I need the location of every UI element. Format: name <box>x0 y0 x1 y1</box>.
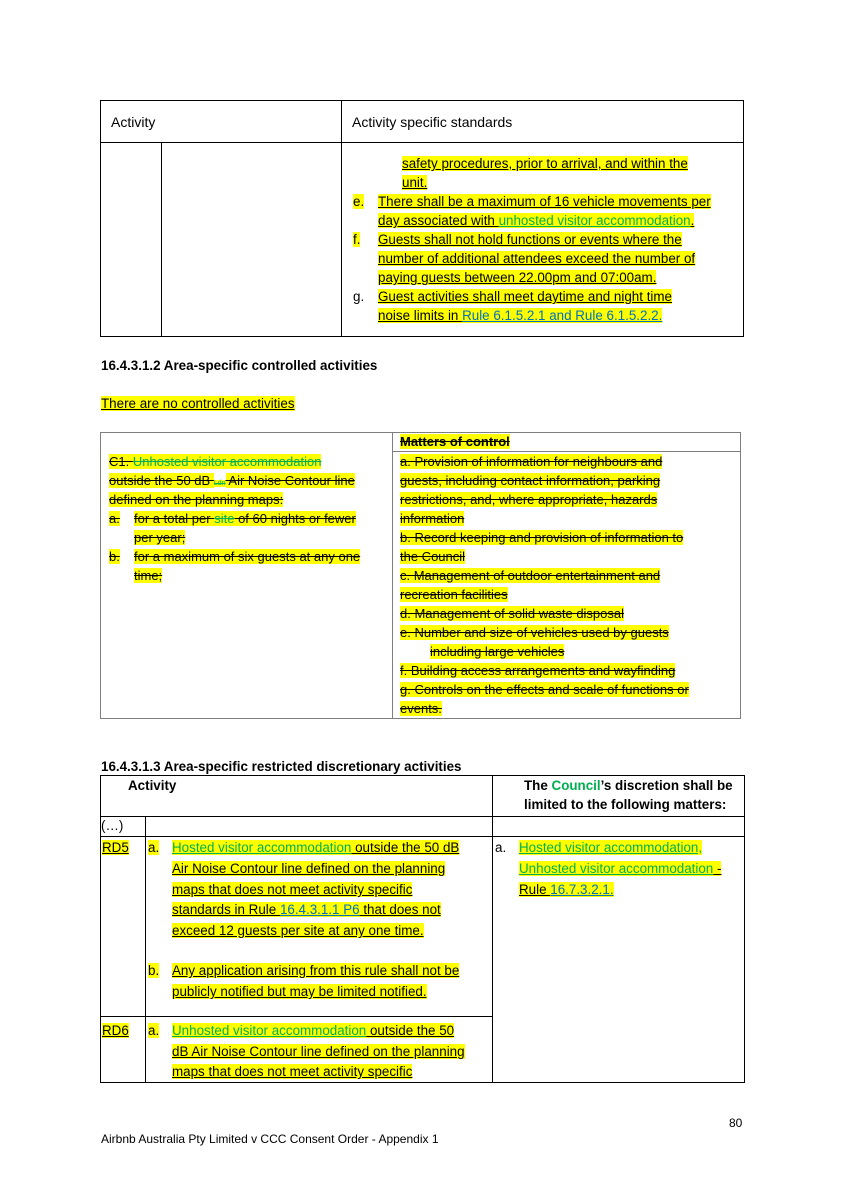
rd5-b-marker: b. <box>148 963 160 978</box>
rd5-a-line-4: standards in Rule 16.4.3.1.1 P6 that does not <box>172 902 441 917</box>
matter-line-13: g. Controls on the effects and scale of functions or <box>400 682 689 697</box>
matters-of-control-header: Matters of control <box>400 434 510 449</box>
c1-a-line-1: for a total per site of 60 nights or fewer <box>134 511 356 526</box>
discretion-marker: a. <box>495 840 507 855</box>
table1-header-divider <box>100 142 744 143</box>
rd5-a-line-1: Hosted visitor accommodation outside the 50 dB <box>172 840 460 855</box>
standards-line-2: unit. <box>402 175 428 190</box>
matter-line-8: recreation facilities <box>400 587 508 602</box>
rd5-rd6-divider <box>100 1016 492 1017</box>
matter-line-2: guests, including contact information, parking <box>400 473 661 488</box>
standards-line-1: safety procedures, prior to arrival, and within the <box>402 156 688 171</box>
rd-header-activity: Activity <box>128 778 177 793</box>
standard-f-line-3: paying guests between 22.00pm and 07:00am. <box>378 270 657 285</box>
discretion-line-1: Hosted visitor accommodation, <box>519 840 703 855</box>
table1-header-standards: Activity specific standards <box>352 114 513 130</box>
standard-e-line-2: day associated with unhosted visitor accommodation. <box>378 213 695 228</box>
standard-f-line-1: Guests shall not hold functions or events where the <box>378 232 682 247</box>
c1-b-marker: b. <box>109 549 120 564</box>
matter-line-4: information <box>400 511 465 526</box>
rd-header-divider <box>100 816 745 817</box>
matter-line-11: including large vehicles <box>430 644 565 659</box>
discretion-line-2: Unhosted visitor accommodation - <box>519 861 722 876</box>
rd6-code: RD6 <box>102 1023 129 1038</box>
standard-e-line-1: There shall be a maximum of 16 vehicle movements per <box>378 194 711 209</box>
rd-ellipsis-divider <box>100 836 745 837</box>
table1-subcol-divider <box>161 142 162 337</box>
rd5-a-line-3: maps that does not meet activity specific <box>172 882 413 897</box>
rd5-code: RD5 <box>102 840 129 855</box>
discretion-line-3: Rule 16.7.3.2.1. <box>519 882 614 897</box>
controlled-col-divider <box>392 432 393 719</box>
matter-line-10: e. Number and size of vehicles used by guests <box>400 625 669 640</box>
c1-a-marker: a. <box>109 511 120 526</box>
c1-b-line-2: time; <box>134 568 163 583</box>
matter-line-5: b. Record keeping and provision of information to <box>400 530 684 545</box>
standard-g-marker: g. <box>353 289 365 304</box>
standard-e-marker: e. <box>353 194 365 209</box>
rd-code-divider <box>145 816 146 1083</box>
c1-line-1: C1. Unhosted visitor accommodation <box>109 454 322 469</box>
matter-line-3: restrictions, and, where appropriate, hazards <box>400 492 658 507</box>
rd6-a-line-3: maps that does not meet activity specific <box>172 1064 413 1079</box>
no-controlled-activities-note: There are no controlled activities <box>101 396 295 411</box>
rd5-a-line-5: exceed 12 guests per site at any one time. <box>172 923 424 938</box>
restricted-discretionary-heading: 16.4.3.1.3 Area-specific restricted discretionary activities <box>101 759 462 774</box>
standard-g-line-1: Guest activities shall meet daytime and night time <box>378 289 672 304</box>
standard-f-marker: f. <box>353 232 361 247</box>
rd5-b-line-1: Any application arising from this rule shall not be <box>172 963 460 978</box>
matter-line-9: d. Management of solid waste disposal <box>400 606 625 621</box>
c1-line-3: defined on the planning maps: <box>109 492 284 507</box>
rd6-a-line-1: Unhosted visitor accommodation outside the 50 <box>172 1023 455 1038</box>
footer-text: Airbnb Australia Pty Limited v CCC Consent Order - Appendix 1 <box>101 1132 439 1146</box>
matter-line-12: f. Building access arrangements and wayfinding <box>400 663 676 678</box>
rd6-a-marker: a. <box>148 1023 160 1038</box>
rd6-a-line-2: dB Air Noise Contour line defined on the planning <box>172 1044 465 1059</box>
rd-col-divider <box>492 775 493 1083</box>
controlled-activities-heading: 16.4.3.1.2 Area-specific controlled activities <box>101 358 378 373</box>
c1-a-line-2: per year; <box>134 530 186 545</box>
standard-g-line-2: noise limits in Rule 6.1.5.2.1 and Rule 6.1.5.2.2. <box>378 308 663 323</box>
rd-ellipsis: (…) <box>101 818 124 833</box>
c1-b-line-1: for a maximum of six guests at any one <box>134 549 361 564</box>
rd5-a-marker: a. <box>148 840 160 855</box>
c1-line-2: outside the 50 dB Ldn Air Noise Contour line <box>109 473 355 488</box>
table1-header-activity: Activity <box>111 114 156 130</box>
rd-header-discretion-1: The Council’s discretion shall be <box>524 778 733 793</box>
matter-line-14: events. <box>400 701 442 716</box>
standard-f-line-2: number of additional attendees exceed the number of <box>378 251 696 266</box>
page-number: 80 <box>729 1116 743 1130</box>
table1-col-divider <box>341 100 342 337</box>
rd5-b-line-2: publicly notified but may be limited notified. <box>172 984 427 999</box>
matter-line-7: c. Management of outdoor entertainment and <box>400 568 661 583</box>
rd-header-discretion-2: limited to the following matters: <box>524 797 727 812</box>
controlled-header-divider <box>392 451 741 452</box>
matter-line-6: the Council <box>400 549 466 564</box>
matter-line-1: a. Provision of information for neighbours and <box>400 454 663 469</box>
rd5-a-line-2: Air Noise Contour line defined on the planning <box>172 861 446 876</box>
